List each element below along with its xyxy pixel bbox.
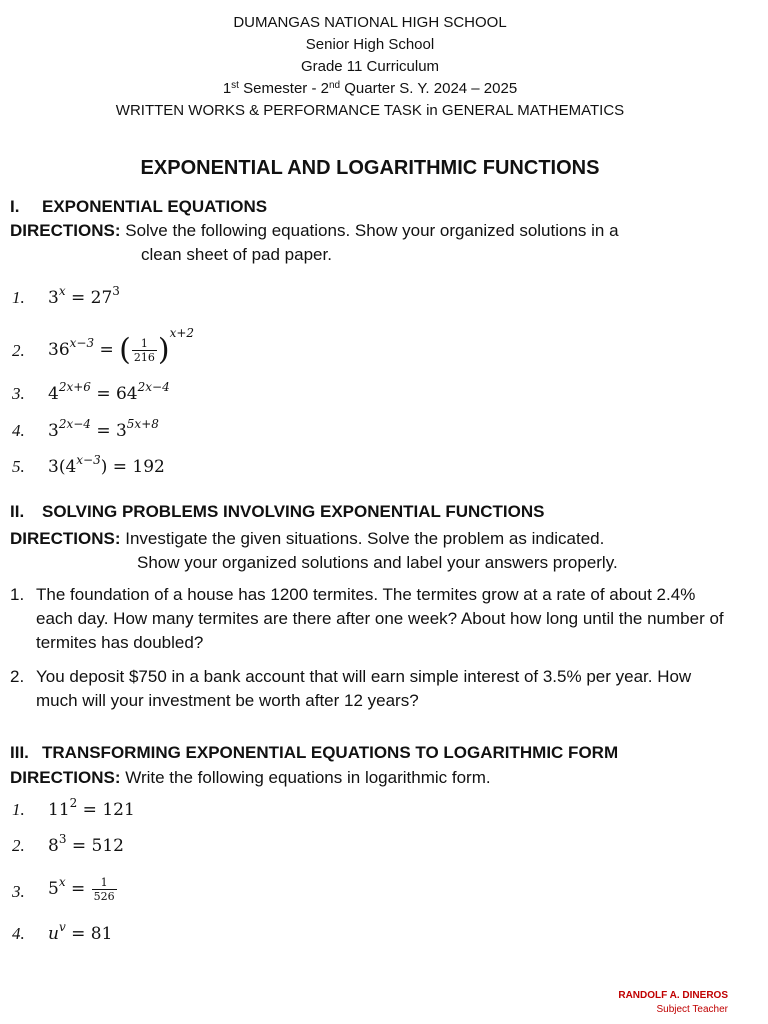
equation [48,920,113,944]
equals: = [65,879,91,899]
rhs: = 512 [66,836,124,856]
section-1-directions [10,219,740,267]
item-number: 2. [12,341,25,360]
base: 3 [48,288,59,308]
section-1-heading [10,197,267,217]
school-level: Senior High School [305,36,435,53]
semester-line [0,78,740,100]
rhs-exponent: x+2 [169,326,195,340]
section-3-title: TRANSFORMING EXPONENTIAL EQUATIONS TO LOGARITHMIC FORM [42,743,619,762]
base: 11 [48,800,70,820]
base: 4 [48,384,59,404]
exponent: 2 [69,796,78,810]
page-title: EXPONENTIAL AND LOGARITHMIC FUNCTIONS [140,157,600,179]
exponent: x−3 [76,453,101,467]
section-2-directions [10,527,740,575]
item-number: 4. [12,421,25,440]
problem-text: You deposit $750 in a bank account that will earn simple interest of 3.5% per year. How much will your investment be worth after 12 years? [36,667,692,710]
equation [48,453,165,477]
semester-label: Semester - [238,80,321,97]
quarter-label: Quarter S. Y. 2024 – 2025 [340,80,518,97]
item-number: 1. [12,288,25,307]
problem-number: 2. [10,667,25,686]
item-number: 3. [12,384,25,403]
equation [48,417,159,441]
exponent: v [58,920,66,934]
directions-text: Solve the following equations. Show your organized solutions in a [125,221,619,240]
curriculum: Grade 11 Curriculum [300,58,440,75]
signature-block [618,989,728,1017]
item-number: 3. [12,882,25,901]
item-number: 2. [12,836,25,855]
exponent: x [58,284,66,298]
equation [48,876,118,903]
subject-line: WRITTEN WORKS & PERFORMANCE TASK in GENERAL MATHEMATICS [115,102,625,119]
quarter-number: 2 [320,80,329,97]
left-paren: ( [119,332,131,368]
teacher-name: RANDOLF A. DINEROS [618,990,728,1001]
problem-number: 1. [10,585,25,604]
rhs: = 27 [65,288,113,308]
rhs: = 64 [90,384,138,404]
section-2-heading [10,502,544,522]
base: 3(4 [48,457,77,477]
base: 5 [48,879,59,899]
section-3-directions [10,766,740,790]
semester-number: 1 [222,80,232,97]
equation [48,380,170,404]
document-header [0,12,740,122]
directions-text: Write the following equations in logarithmic form. [125,768,491,787]
directions-label: DIRECTIONS: [10,768,121,787]
section-1-number: I. [10,197,20,216]
section-2-title: SOLVING PROBLEMS INVOLVING EXPONENTIAL FUNCTIONS [42,502,545,521]
equation [48,326,195,368]
fraction [132,337,157,364]
rhs-exponent: 3 [112,284,120,298]
section-2-number: II. [10,502,25,521]
fraction [92,876,117,903]
section-3-number: III. [10,743,29,762]
teacher-title: Subject Teacher [656,1004,728,1015]
section-3-heading [10,743,618,763]
directions-text: Investigate the given situations. Solve the problem as indicated. [125,529,605,548]
directions-label: DIRECTIONS: [10,221,121,240]
exponent: 2x−4 [58,417,91,431]
exponent: 2x+6 [58,380,91,394]
equation [48,832,124,856]
base: u [48,924,59,944]
school-name: DUMANGAS NATIONAL HIGH SCHOOL [233,14,507,31]
directions-label: DIRECTIONS: [10,529,121,548]
numerator: 1 [132,337,157,351]
denominator: 216 [133,351,155,364]
rhs: ) = 192 [100,457,165,477]
problem-text: The foundation of a house has 1200 termites. The termites grow at a rate of about 2.4% each day. How many termites are there after one week? About how long until the number of termites has doubled? [36,585,724,652]
exponent: x−3 [69,336,95,350]
item-number: 5. [12,457,25,476]
section-1-title: EXPONENTIAL EQUATIONS [42,197,268,216]
base: 8 [48,836,59,856]
equation [48,796,135,820]
right-paren: ) [157,332,170,368]
quarter-ordinal: nd [328,80,341,91]
equation [48,284,120,308]
semester-ordinal: st [231,80,239,91]
directions-text-cont: clean sheet of pad paper. [141,245,332,264]
problem-list [10,583,735,723]
problem-item [10,583,735,655]
numerator: 1 [92,876,117,890]
problem-item [10,665,735,713]
base: 3 [48,421,59,441]
directions-text-cont: Show your organized solutions and label your answers properly. [137,553,618,572]
equals: = [94,340,120,360]
denominator: 526 [93,890,115,903]
item-number: 1. [12,800,25,819]
item-number: 4. [12,924,25,943]
exponent: x [58,875,66,889]
exponent: 3 [58,832,67,846]
rhs: = 3 [90,421,127,441]
base: 36 [48,340,70,360]
rhs-exponent: 2x−4 [137,380,170,394]
rhs: = 81 [65,924,113,944]
rhs-exponent: 5x+8 [126,417,159,431]
rhs: = 121 [77,800,135,820]
